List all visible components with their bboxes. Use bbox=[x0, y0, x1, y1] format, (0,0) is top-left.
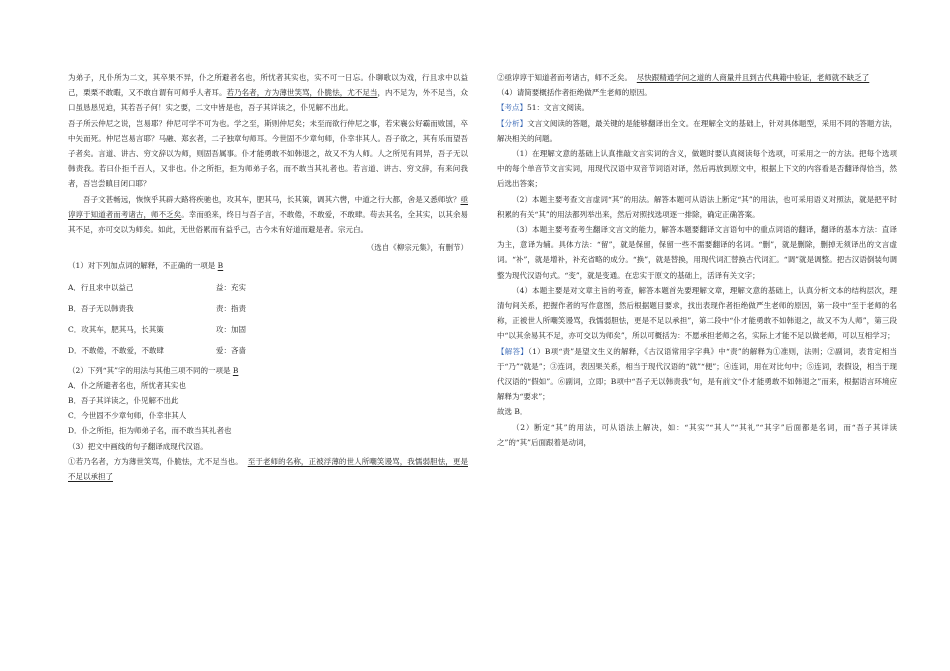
right-column bbox=[497, 70, 897, 450]
q2-option: D．仆之所拒，拒为师弟子名，而不敢当其礼者也 bbox=[68, 426, 232, 436]
analysis-4: （4）本题主要是对文章主旨的考查，解答本题首先要理解文章，理解文意的基础上，认真分析文本的结构层次，理清句间关系，把握作者的写作意图，然后根据题目要求，找出表现作者拒绝做严生老师的原因，第一段中“至于老师的名称，正被世人所嘲笑谩骂，我懦弱胆怯，更是不足以承担”，第二段中“仆才能勇敢不如韩退之，故又不为人师”，第三段中“以其余易其不足，亦可交以为师矣”，所以可概括为：不愿承担老师之名，实际上才能不足以做老师，可以互相学习； bbox=[497, 285, 897, 341]
question-3: （3）把文中画线的句子翻译成现代汉语。 bbox=[68, 441, 208, 451]
fenxi-tag: 【分析】 bbox=[497, 118, 528, 128]
underlined-sentence-1: 若乃名者，方为薄世笑骂，仆脆怯，尤不足当 bbox=[226, 88, 378, 98]
q2-option: A．仆之所避者名也，所忧者其实也 bbox=[68, 380, 186, 390]
analysis-2: （2）本题主要考查文言虚词“其”的用法。解答本题可从语法上断定“其”的用法，也可采用语义对照法，就是把平时积累的有关“其”的用法都列举出来，然后对照找选项逐一排除，确定正确答案。 bbox=[497, 194, 897, 219]
analysis-3: （3）本题主要考查考生翻译文言文的能力，解答本题要翻译文言语句中的重点词语的翻译，翻译的基本方法：直译为主，意译为辅。具体方法：“留”，就是保留，保留一些不需要翻译的名词。“删”，就是删除，删掉无须译出的文言虚词。“补”，就是增补，补充省略的成分。“换”，就是替换，用现代词汇替换古代词汇。“调”就是调整。把古汉语倒装句调整为现代汉语句式。“变”，就是变通。在忠实于原文的基础上，活译有关文字； bbox=[497, 225, 897, 280]
q3-answer-2: 尽快跟精通学问之道的人商量并且到古代典籍中验证，老师就不缺乏了 bbox=[636, 73, 870, 82]
jieda-tag: 【解答】 bbox=[497, 346, 529, 356]
question-1: （1）对下列加点词的解释，不正确的一项是 B bbox=[68, 261, 224, 271]
question-4: （4）请简要概括作者拒绝做严生老师的原因。 bbox=[497, 88, 652, 98]
analysis-1: （1）在理解文意的基础上认真推敲文言实词的含义，做题时要认真阅读每个选项，可采用之一的方法。把每个选项中的每个单音节文言实词，用现代汉语中双音节词语对译，然后再放到原文中，根据上下文的内容看是否翻译得恰当，然后选出答案； bbox=[497, 149, 897, 189]
q2-option: C．今世固不少章句师，仆幸非其人 bbox=[68, 411, 187, 421]
q3-item-2: ②亟谆谆于知道者而考诸古，师不乏矣。 尽快跟精通学问之道的人商量并且到古代典籍中验证，老师就不缺乏了 bbox=[497, 73, 870, 82]
question-2: （2）下列“其”字的用法与其他三项不同的一项是 B bbox=[68, 365, 239, 375]
para-2: 吾子所云仲尼之说，岂易耶？仲尼可学不可为也。学之至，斯则仲尼矣；未至而欲行仲尼之事，若宋襄公好霸而败国，卒中矢而死。仲尼岂易言耶？马融、郑玄者，二子独章句师耳。今世固不少章句师，仆幸非其人。吾子欲之，其有乐而望吾子者矣。言道、讲古、穷文辞以为师，则固吾属事。仆才能勇敢不如韩退之，故又不为人师。人之所见有同异，吾子无以韩责我。若曰仆拒千百人，又非也。仆之所拒，拒为师弟子名，而不敢当其礼者也。若言道、讲古、穷文辞，有来问我者，吾岂尝瞋目闭口耶？ bbox=[68, 118, 468, 189]
kaodian: 【考点】51：文言文阅读。 bbox=[497, 103, 590, 113]
q3-item-1: ①若乃名者，方为薄世笑骂，仆脆怯，尤不足当也。 至于老师的名称，正被浮薄的世人所嘲笑谩骂，我懦弱胆怯，更是不足以承担了 bbox=[68, 456, 468, 482]
option-row: A．行且求中以益己 益：充实 bbox=[68, 282, 246, 292]
para-1: 为弟子，凡仆所为二文，其卒果不异，仆之所避者名也，所忧者其实也，实不可一日忘。仆聊歌以为戏，行且求中以益己，栗栗不敢暇，又不敢自谓有可师乎人者耳。若乃名者，方为薄世笑骂，仆脆怯，尤不足当，内不足为，外不足当，众口虽恳恳见迫，其若吾子何！实之要，二文中皆是也，吾子其详读之，仆见解不出此。 bbox=[68, 73, 469, 113]
underlined-sentence-2: 亟谆谆于知道者而考诸古，师不乏矣 bbox=[68, 194, 468, 219]
q3-answer-1: 至于老师的名称，正被浮薄的世人所嘲笑谩骂，我懦弱胆怯，更是不足以承担了 bbox=[68, 456, 468, 482]
option-row: D．不敢倦，不敢爱，不敢肆 爱：吝啬 bbox=[68, 345, 246, 355]
kaodian-tag: 【考点】 bbox=[497, 103, 527, 113]
q2-option: B．吾子其详读之，仆见解不出此 bbox=[68, 396, 179, 406]
fenxi: 【分析】文言文阅读的答题，最关键的是能够翻译出全文。在理解全文的基础上，针对具体题型，采用不同的答题方法，解决相关的问题。 bbox=[497, 118, 898, 143]
answer-2: B bbox=[232, 365, 239, 375]
answer-1: B bbox=[217, 261, 224, 271]
option-row: B．吾子无以韩责我 责：指责 bbox=[68, 303, 246, 313]
option-row: C．攻其车，肥其马，长其策 攻：加固 bbox=[68, 324, 246, 334]
jieda: 【解答】（1）B项“责”是望文生义的解释，《古汉语常用字字典》中“责”的解释为①准则，法则；②副词，表肯定相当于“乃”“就是”；③连词，表因果关系，相当于现代汉语的“就”“便”；④连词，用在对比句中；⑤连词，表假设，相当于现代汉语的“假如”。⑥副词，立即；B项中“吾子无以韩责我”句，是有前文“仆才能勇敢不如韩退之”而来，根据语言环境应解释为“要求”； bbox=[497, 346, 898, 402]
left-column bbox=[68, 70, 468, 484]
choose-answer: 故选 B． bbox=[497, 407, 528, 417]
source-note: （选自《柳宗元集》，有删节） bbox=[366, 243, 468, 253]
para-3: 吾子文甚畅远，恢恢乎其辟大路将疾驰也，攻其车，肥其马，长其策，调其六辔，中道之行大都，舍是又悉师欤？亟谆谆于知道者而考诸古，师不乏矣。幸而亟来，终日与吾子言，不敢倦，不敢爱，不敢肆。苟去其名，全其实，以其余易其不足，亦可交以为师矣。如此，无世俗累而有益乎己，古今未有好道而避是者。宗元白。 bbox=[68, 194, 469, 235]
analysis-2b: （2）断定“其”的用法，可从语法上解决，如：“其实”“其人”“其礼”“其字”后面都是名词，而“吾子其详读之”的“其”后面跟着是动词， bbox=[497, 422, 897, 447]
